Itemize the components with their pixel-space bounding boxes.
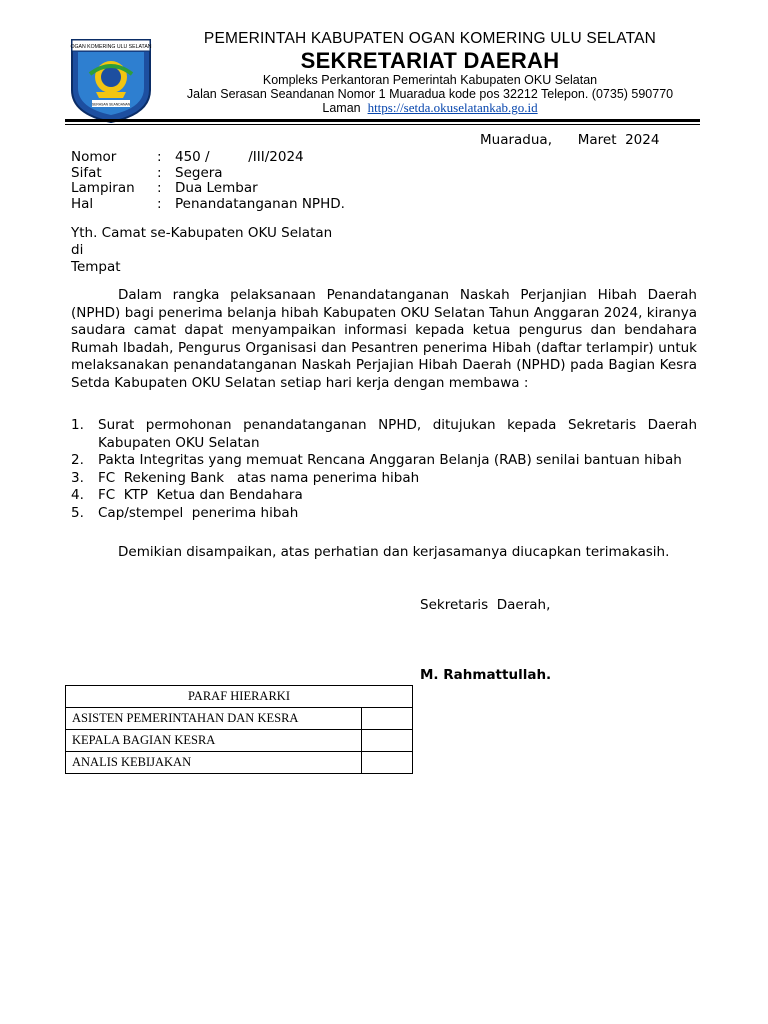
website-line <box>160 100 700 116</box>
body-paragraph-1: Dalam rangka pelaksanaan Penandatanganan Naskah Perjanjian Hibah Daerah (NPHD) bagi penerima belanja hibah Kabupaten OKU Selatan Tahun Anggaran 2024, kiranya saudara camat dapat menyampaikan informasi kepada ketua pengurus dan bendahara Rumah Ibadah, Pengurus Organisasi dan Pesantren penerima Hibah (daftar terlampir) untuk melaksanakan penandatanganan Naskah Perjajian Hibah Daerah (NPHD) pada Bagian Kesra Setda Kabupaten OKU Selatan setiap hari kerja dengan membawa : <box>71 287 697 391</box>
list-item <box>71 487 697 505</box>
paraf-signature-cell <box>362 708 413 730</box>
signature-title: Sekretaris Daerah, <box>420 597 551 613</box>
table-header-row <box>66 686 413 708</box>
office-address: Jalan Serasan Seandanan Nomor 1 Muaradua kode pos 32212 Telepon. (0735) 590770 <box>186 87 674 101</box>
office-complex: Kompleks Perkantoran Pemerintah Kabupaten OKU Selatan <box>262 73 598 87</box>
meta-label: Lampiran <box>71 180 135 196</box>
meta-value: Segera <box>175 164 223 181</box>
list-number: 2. <box>71 452 84 468</box>
list-number: 4. <box>71 487 84 503</box>
paraf-hierarchy-table <box>65 685 413 774</box>
body-paragraph-2: Demikian disampaikan, atas perhatian dan kerjasamanya diucapkan terimakasih. <box>118 544 670 560</box>
list-item <box>71 470 697 488</box>
meta-row-subject: Hal : Penandatanganan NPHD. <box>71 195 345 212</box>
office-name: SEKRETARIAT DAERAH <box>300 48 560 73</box>
list-text: Pakta Integritas yang memuat Rencana Anggaran Belanja (RAB) senilai bantuan hibah <box>98 452 682 468</box>
paraf-signature-cell <box>362 730 413 752</box>
table-cell-role: ASISTEN PEMERINTAHAN DAN KESRA <box>66 708 362 730</box>
recipient-block <box>71 225 332 276</box>
meta-row-number: Nomor : 450 / /III/2024 <box>71 149 304 165</box>
letter-meta <box>71 150 345 212</box>
table-row <box>66 752 413 774</box>
meta-row-nature: Sifat : Segera <box>71 164 223 181</box>
meta-label: Nomor <box>71 149 117 165</box>
list-text: Cap/stempel penerima hibah <box>98 504 299 521</box>
list-item <box>71 452 697 470</box>
meta-label: Sifat <box>71 164 102 181</box>
list-number: 3. <box>71 469 84 486</box>
table-cell-role: ANALIS KEBIJAKAN <box>66 752 362 774</box>
table-row <box>66 730 413 752</box>
header-rule-thick <box>65 119 700 122</box>
list-item <box>71 505 697 523</box>
meta-value: 450 / /III/2024 <box>175 149 304 165</box>
table-header: PARAF HIERARKI <box>66 686 413 708</box>
place-date: Muaradua, Maret 2024 <box>480 132 660 148</box>
website-label: Laman <box>322 101 361 115</box>
list-text: FC Rekening Bank atas nama penerima hibah <box>98 469 420 486</box>
signatory-name: M. Rahmattullah. <box>420 667 552 683</box>
table-cell-role: KEPALA BAGIAN KESRA <box>66 730 362 752</box>
meta-label: Hal <box>71 195 94 212</box>
requirements-list <box>71 417 697 522</box>
table-row <box>66 708 413 730</box>
recipient-line: Tempat <box>71 259 121 275</box>
list-text: FC KTP Ketua dan Bendahara <box>98 487 303 503</box>
logo-bottom-text: SERASAN SEANDANAN <box>91 102 131 107</box>
list-text: Surat permohonan penandatanganan NPHD, ditujukan kepada Sekretaris Daerah Kabupaten OKU Selatan <box>98 417 697 451</box>
meta-row-attachment: Lampiran : Dua Lembar <box>71 180 258 196</box>
header-rule-thin <box>65 124 700 125</box>
meta-value: Dua Lembar <box>175 180 258 196</box>
recipient-line: di <box>71 242 84 258</box>
regency-emblem-logo <box>68 32 154 124</box>
list-number: 5. <box>71 504 84 521</box>
list-item <box>71 417 697 452</box>
list-number: 1. <box>71 417 84 433</box>
meta-value: Penandatanganan NPHD. <box>175 195 345 212</box>
government-name: PEMERINTAH KABUPATEN OGAN KOMERING ULU SELATAN <box>203 30 657 47</box>
logo-top-text: OGAN KOMERING ULU SELATAN <box>70 44 152 50</box>
website-link[interactable]: https://setda.okuselatankab.go.id <box>367 100 538 115</box>
paraf-signature-cell <box>362 752 413 774</box>
recipient-line: Yth. Camat se-Kabupaten OKU Selatan <box>71 225 333 241</box>
